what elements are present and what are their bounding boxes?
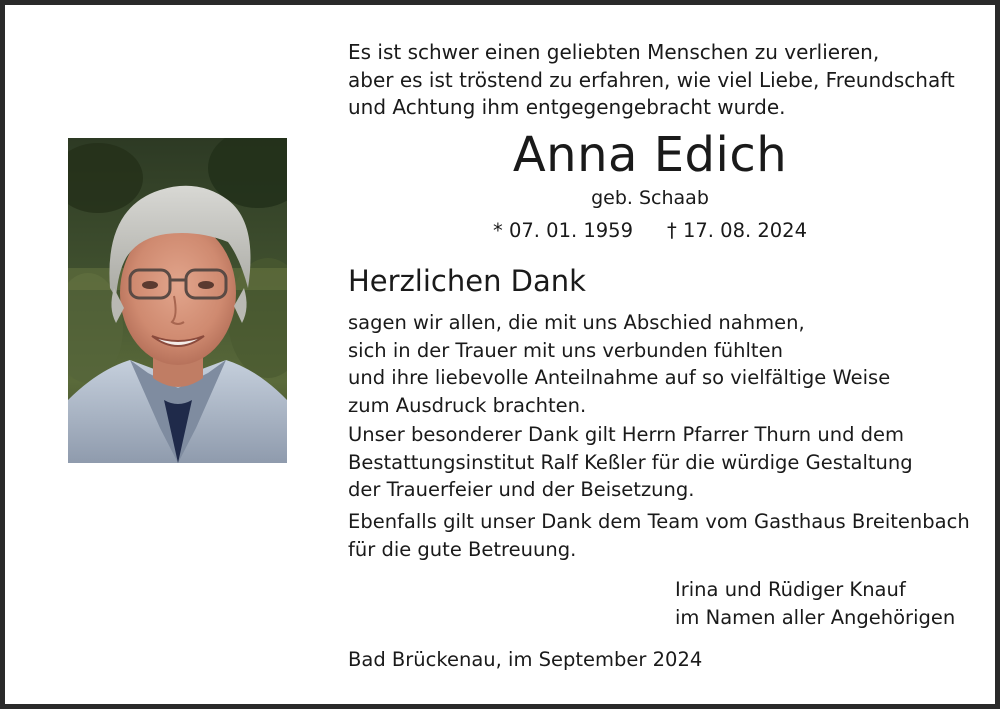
life-dates — [348, 218, 952, 244]
intro-line: aber es ist tröstend zu erfahren, wie viel Liebe, Freundschaft — [348, 67, 955, 92]
intro-line: Es ist schwer einen geliebten Menschen zu verlieren, — [348, 40, 880, 64]
deceased-name: Anna Edich — [512, 127, 788, 183]
paragraph-line: der Trauerfeier und der Beisetzung. — [348, 478, 695, 501]
thanks-paragraph-1 — [348, 309, 890, 419]
thanks-paragraph-3 — [348, 508, 970, 563]
thanks-heading: Herzlichen Dank — [348, 264, 586, 298]
intro-verse — [348, 39, 955, 122]
intro-line: und Achtung ihm entgegengebracht wurde. — [348, 95, 786, 119]
signature-line: im Namen aller Angehörigen — [675, 606, 956, 629]
place-date: Bad Brückenau, im September 2024 — [348, 648, 703, 671]
paragraph-line: Bestattungsinstitut Ralf Keßler für die würdige Gestaltung — [348, 450, 913, 474]
birth-date: * 07. 01. 1959 — [493, 219, 633, 242]
paragraph-line: für die gute Betreuung. — [348, 537, 577, 561]
paragraph-line: Unser besonderer Dank gilt Herrn Pfarrer Thurn und dem — [348, 423, 905, 446]
paragraph-line: sagen wir allen, die mit uns Abschied nahmen, — [348, 311, 805, 334]
portrait-illustration — [68, 138, 287, 463]
paragraph-line: sich in der Trauer mit uns verbunden fühlten — [348, 338, 783, 362]
death-date: † 17. 08. 2024 — [667, 219, 807, 242]
paragraph-line: und ihre liebevolle Anteilnahme auf so vielfältige Weise — [348, 366, 891, 389]
paragraph-line: zum Ausdruck brachten. — [348, 393, 587, 417]
maiden-name: geb. Schaab — [591, 187, 709, 209]
thanks-paragraph-2 — [348, 421, 913, 504]
signature-block — [675, 576, 955, 632]
paragraph-line: Ebenfalls gilt unser Dank dem Team vom Gasthaus Breitenbach — [348, 510, 970, 533]
portrait-photo — [68, 138, 287, 463]
signature-line: Irina und Rüdiger Knauf — [675, 578, 906, 601]
